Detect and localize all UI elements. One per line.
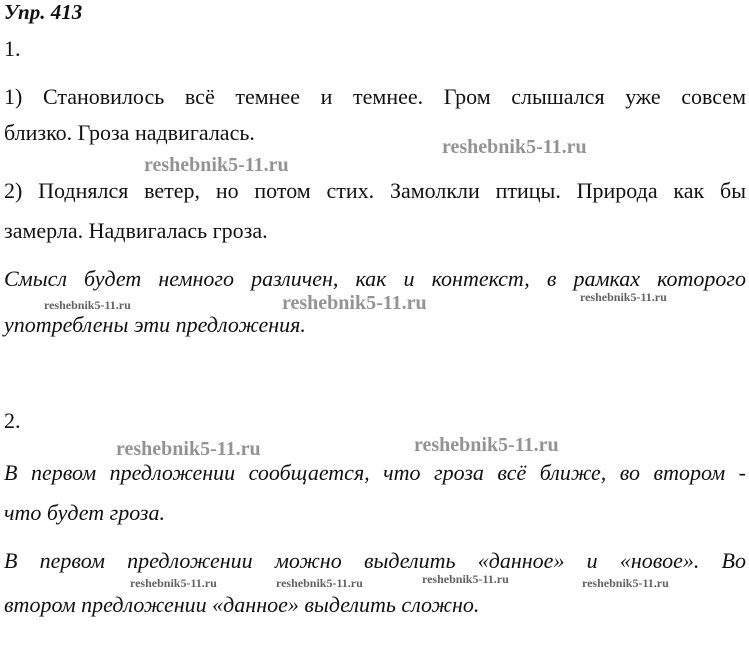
watermark: reshebnik5-11.ru xyxy=(130,576,217,590)
watermark: reshebnik5-11.ru xyxy=(144,154,289,176)
section2-line-2: что будет гроза. xyxy=(4,500,165,525)
section1-comment-line-1: Смысл будет немного различен, как и контекст, в рамках которого xyxy=(4,266,746,291)
section2-line-1: В первом предложении сообщается, что гроза всё ближе, во втором - xyxy=(4,460,746,485)
section2-line-3: В первом предложении можно выделить «данное» и «новое». Во xyxy=(4,548,746,573)
watermark: reshebnik5-11.ru xyxy=(414,434,559,456)
section1-line-4: замерла. Надвигалась гроза. xyxy=(4,218,268,243)
watermark: reshebnik5-11.ru xyxy=(442,136,587,158)
section1-line-1: 1) Становилось всё темнее и темнее. Гром слышался уже совсем xyxy=(4,84,746,109)
watermark: reshebnik5-11.ru xyxy=(116,438,261,460)
watermark: reshebnik5-11.ru xyxy=(276,576,363,590)
section2-number: 2. xyxy=(4,408,21,433)
section2-line-4: втором предложении «данное» выделить сложно. xyxy=(4,592,480,617)
watermark: reshebnik5-11.ru xyxy=(282,292,427,314)
watermark: reshebnik5-11.ru xyxy=(422,572,509,586)
watermark: reshebnik5-11.ru xyxy=(580,290,667,304)
section1-line-2: близко. Гроза надвигалась. xyxy=(4,120,255,145)
section1-comment-line-2: употреблены эти предложения. xyxy=(4,312,306,337)
watermark: reshebnik5-11.ru xyxy=(44,298,131,312)
section1-number: 1. xyxy=(4,36,21,61)
exercise-title: Упр. 413 xyxy=(4,0,83,24)
section1-line-3: 2) Поднялся ветер, но потом стих. Замолкли птицы. Природа как бы xyxy=(4,178,746,203)
watermark: reshebnik5-11.ru xyxy=(582,576,669,590)
